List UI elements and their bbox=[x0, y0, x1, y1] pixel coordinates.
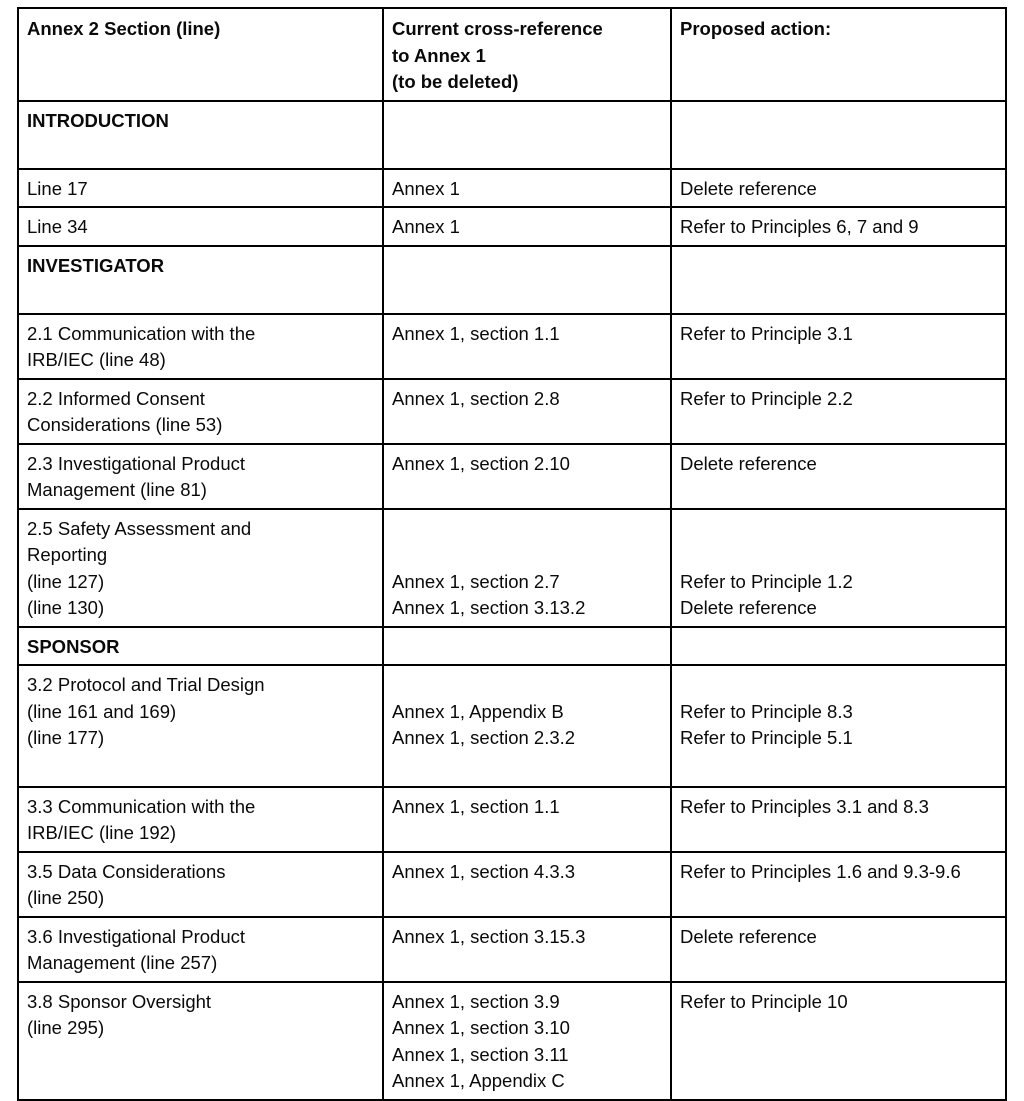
cell-text-line: Refer to Principles 3.1 and 8.3 bbox=[680, 795, 929, 817]
cell-text-line: Refer to Principles 1.6 and 9.3-9.6 bbox=[680, 860, 961, 882]
cell-text-line: to Annex 1 bbox=[392, 44, 486, 66]
cell-3-8-sponsor-oversight-action bbox=[671, 982, 1006, 1100]
cell-text-line: Annex 1, section 1.1 bbox=[392, 322, 560, 344]
cell-3-6-investigational-product-management-action bbox=[671, 917, 1006, 982]
cell-3-6-investigational-product-management-xref bbox=[383, 917, 671, 982]
cell-text-line: Annex 2 Section (line) bbox=[27, 18, 221, 39]
header-col-current-xref bbox=[383, 8, 671, 101]
section-header-row bbox=[18, 246, 1006, 314]
table-row bbox=[18, 982, 1006, 1100]
cell-text-line: Annex 1, section 3.10 bbox=[392, 1017, 570, 1038]
cell-2-2-informed-consent-considerations-section bbox=[18, 379, 383, 444]
cell-3-3-communication-with-the-irb-iec-action bbox=[671, 787, 1006, 852]
table-row bbox=[18, 169, 1006, 208]
table-row bbox=[18, 509, 1006, 627]
cell-text-line: Annex 1, section 3.11 bbox=[392, 1043, 569, 1065]
cell-text-line: (line 295) bbox=[27, 1017, 105, 1038]
cell-text-line: 2.1 Communication with the bbox=[27, 322, 256, 344]
cell-sponsor-xref bbox=[383, 627, 671, 666]
cell-3-5-data-considerations-section bbox=[18, 852, 383, 917]
cell-text-line: 3.2 Protocol and Trial Design bbox=[27, 674, 265, 695]
line-spacer bbox=[392, 672, 670, 699]
cell-text-line: (line 127) bbox=[27, 570, 105, 592]
section-header-row bbox=[18, 627, 1006, 666]
table-row bbox=[18, 665, 1006, 787]
cell-introduction-action bbox=[671, 101, 1006, 169]
cell-2-3-investigational-product-management-xref bbox=[383, 444, 671, 509]
cell-text-line: Annex 1, section 3.15.3 bbox=[392, 925, 586, 947]
cell-text-line: Delete reference bbox=[680, 177, 817, 199]
cell-3-2-protocol-and-trial-design-section bbox=[18, 665, 383, 787]
cell-3-8-sponsor-oversight-section bbox=[18, 982, 383, 1100]
header-col-annex2-section bbox=[18, 8, 383, 101]
cell-text-line: Management (line 81) bbox=[27, 479, 207, 500]
cell-text-line: Delete reference bbox=[680, 925, 817, 947]
cell-line-34-xref bbox=[383, 207, 671, 246]
table-row bbox=[18, 852, 1006, 917]
cell-2-3-investigational-product-management-section bbox=[18, 444, 383, 509]
cell-text-line: Annex 1, section 3.9 bbox=[392, 990, 560, 1012]
cell-text-line: Considerations (line 53) bbox=[27, 414, 223, 435]
cell-2-5-safety-assessment-and-reporting-section bbox=[18, 509, 383, 627]
cell-line-17-xref bbox=[383, 169, 671, 208]
cell-2-1-communication-with-the-irb-iec-action bbox=[671, 314, 1006, 379]
cell-text-line: 2.3 Investigational Product bbox=[27, 452, 246, 474]
cell-text-line: Annex 1, section 2.7 bbox=[392, 570, 560, 592]
cell-text-line: Reporting bbox=[27, 544, 108, 565]
cell-2-1-communication-with-the-irb-iec-xref bbox=[383, 314, 671, 379]
cell-3-5-data-considerations-xref bbox=[383, 852, 671, 917]
cell-3-8-sponsor-oversight-xref bbox=[383, 982, 671, 1100]
cell-line-34-action bbox=[671, 207, 1006, 246]
cell-text-line: Current cross-reference bbox=[392, 18, 603, 39]
cell-text-line: 2.5 Safety Assessment and bbox=[27, 517, 252, 539]
cell-text-line: Annex 1, section 2.8 bbox=[392, 387, 560, 409]
cell-text-line: 2.2 Informed Consent bbox=[27, 387, 205, 409]
cell-text-line: (line 250) bbox=[27, 887, 105, 908]
cell-line-34-section bbox=[18, 207, 383, 246]
cell-text-line: Delete reference bbox=[680, 597, 817, 618]
table-row bbox=[18, 787, 1006, 852]
cell-sponsor-action bbox=[671, 627, 1006, 666]
cell-text-line: INTRODUCTION bbox=[27, 109, 169, 131]
cell-text-line: Annex 1, section 3.13.2 bbox=[392, 597, 586, 618]
cell-2-1-communication-with-the-irb-iec-section bbox=[18, 314, 383, 379]
table-body bbox=[18, 8, 1006, 1100]
cell-text-line: IRB/IEC (line 48) bbox=[27, 349, 166, 370]
cell-3-2-protocol-and-trial-design-xref bbox=[383, 665, 671, 787]
table-row bbox=[18, 379, 1006, 444]
cell-text-line: Refer to Principle 2.2 bbox=[680, 387, 853, 409]
cell-2-2-informed-consent-considerations-xref bbox=[383, 379, 671, 444]
table-row bbox=[18, 444, 1006, 509]
cell-introduction-xref bbox=[383, 101, 671, 169]
cell-line-17-action bbox=[671, 169, 1006, 208]
cell-text-line: Annex 1 bbox=[392, 216, 460, 237]
cell-text-line: (to be deleted) bbox=[392, 71, 519, 92]
cell-text-line: Management (line 257) bbox=[27, 952, 218, 973]
cell-text-line: (line 161 and 169) bbox=[27, 700, 177, 722]
cell-line-17-section bbox=[18, 169, 383, 208]
cell-text-line: 3.6 Investigational Product bbox=[27, 925, 246, 947]
table-row bbox=[18, 314, 1006, 379]
cell-3-2-protocol-and-trial-design-action bbox=[671, 665, 1006, 787]
cell-text-line: Proposed action: bbox=[680, 18, 832, 39]
cell-text-line: Refer to Principles 6, 7 and 9 bbox=[680, 216, 919, 237]
cell-text-line: Annex 1, section 4.3.3 bbox=[392, 860, 576, 882]
cell-text-line: 3.8 Sponsor Oversight bbox=[27, 990, 212, 1012]
table-row bbox=[18, 917, 1006, 982]
cell-investigator-section bbox=[18, 246, 383, 314]
cell-3-6-investigational-product-management-section bbox=[18, 917, 383, 982]
cell-introduction-section bbox=[18, 101, 383, 169]
section-header-row bbox=[18, 101, 1006, 169]
line-spacer bbox=[392, 542, 670, 569]
cell-text-line: (line 177) bbox=[27, 727, 105, 748]
cell-text-line: Annex 1, Appendix C bbox=[392, 1070, 565, 1091]
header-col-proposed-action bbox=[671, 8, 1006, 101]
cell-3-3-communication-with-the-irb-iec-section bbox=[18, 787, 383, 852]
cell-text-line: 3.3 Communication with the bbox=[27, 795, 256, 817]
cell-text-line: Annex 1, section 1.1 bbox=[392, 795, 560, 817]
cell-text-line: Annex 1 bbox=[392, 177, 460, 199]
cell-text-line: Refer to Principle 5.1 bbox=[680, 727, 853, 748]
cell-text-line: Line 34 bbox=[27, 216, 88, 237]
cell-text-line: Annex 1, section 2.10 bbox=[392, 452, 570, 474]
cell-2-2-informed-consent-considerations-action bbox=[671, 379, 1006, 444]
line-spacer bbox=[680, 542, 1005, 569]
cell-2-3-investigational-product-management-action bbox=[671, 444, 1006, 509]
cell-text-line: Refer to Principle 3.1 bbox=[680, 322, 853, 344]
cell-text-line: Refer to Principle 1.2 bbox=[680, 570, 853, 592]
cell-text-line: Line 17 bbox=[27, 177, 88, 199]
cell-3-5-data-considerations-action bbox=[671, 852, 1006, 917]
cell-text-line: (line 130) bbox=[27, 597, 105, 618]
line-spacer bbox=[392, 516, 670, 543]
cell-text-line: IRB/IEC (line 192) bbox=[27, 822, 177, 843]
cell-3-3-communication-with-the-irb-iec-xref bbox=[383, 787, 671, 852]
cell-2-5-safety-assessment-and-reporting-xref bbox=[383, 509, 671, 627]
line-spacer bbox=[680, 516, 1005, 543]
cell-2-5-safety-assessment-and-reporting-action bbox=[671, 509, 1006, 627]
table-row bbox=[18, 207, 1006, 246]
cell-text-line: Annex 1, Appendix B bbox=[392, 700, 564, 722]
cell-text-line: INVESTIGATOR bbox=[27, 254, 165, 276]
cell-text-line: Refer to Principle 8.3 bbox=[680, 700, 853, 722]
cell-text-line: Delete reference bbox=[680, 452, 817, 474]
cell-investigator-action bbox=[671, 246, 1006, 314]
cell-text-line: SPONSOR bbox=[27, 635, 120, 657]
cell-sponsor-section bbox=[18, 627, 383, 666]
annex-cross-reference-table bbox=[17, 7, 1007, 1101]
cell-text-line: Refer to Principle 10 bbox=[680, 990, 848, 1012]
cell-investigator-xref bbox=[383, 246, 671, 314]
line-spacer bbox=[680, 672, 1005, 699]
cell-text-line: Annex 1, section 2.3.2 bbox=[392, 727, 576, 748]
cell-text-line: 3.5 Data Considerations bbox=[27, 860, 226, 882]
table-header-row bbox=[18, 8, 1006, 101]
